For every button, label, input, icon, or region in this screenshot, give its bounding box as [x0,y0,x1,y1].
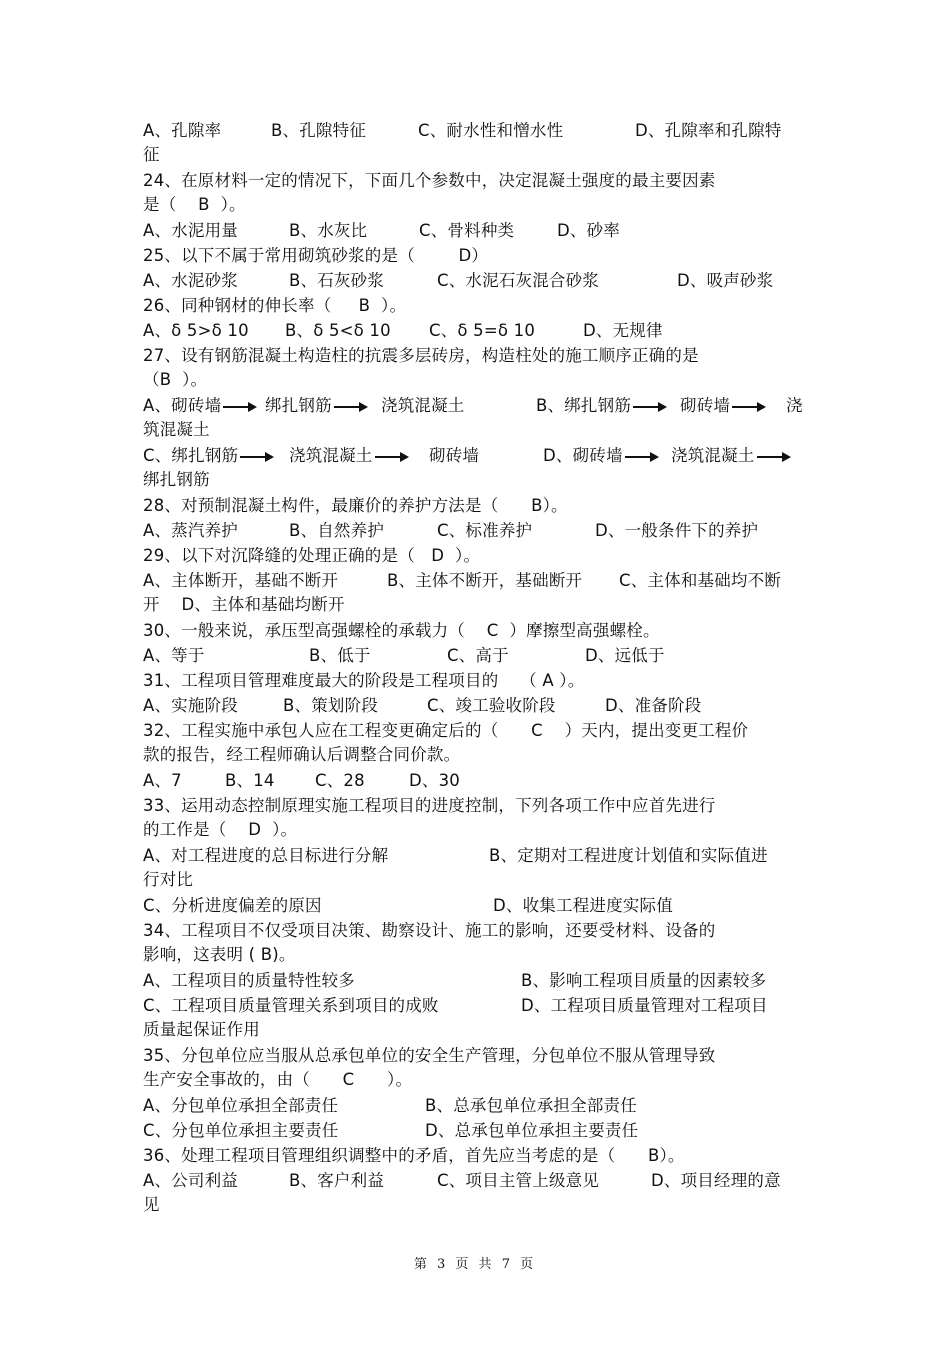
segment-text: A、等于 [143,646,205,665]
text-segment [447,646,509,666]
text-segment [583,321,663,341]
segment-text: 24、在原材料一定的情况下，下面几个参数中，决定混凝土强度的最主要因素 [143,171,716,190]
text-segment [143,296,406,316]
segment-text: C、绑扎钢筋 [143,446,239,465]
segment-text: D、孔隙率和孔隙特 [635,121,782,140]
segment-text: 29、以下对沉降缝的处理正确的是（ D ）。 [143,546,481,565]
text-segment [143,771,182,791]
text-segment [289,521,384,541]
text-segment [143,595,345,615]
text-segment [595,521,758,541]
right-arrow-icon [633,402,667,412]
text-segment [265,396,370,416]
text-segment [143,621,660,641]
text-segment [143,521,238,541]
segment-text: 27、设有钢筋混凝土构造柱的抗震多层砖房，构造柱处的施工顺序正确的是 [143,346,699,365]
right-arrow-icon [757,452,791,462]
segment-text: D、准备阶段 [605,696,702,715]
segment-text: 31、工程项目管理难度最大的阶段是工程项目的 （ A ）。 [143,671,585,690]
right-arrow-icon [732,402,766,412]
segment-text: 款的报告，经工程师确认后调整合同价款。 [143,745,461,764]
segment-text: 36、处理工程项目管理组织调整中的矛盾，首先应当考虑的是（ B）。 [143,1146,685,1165]
text-segment [143,546,480,566]
segment-text: 是（ B ）。 [143,195,246,214]
segment-text: A、对工程进度的总目标进行分解 [143,846,389,865]
text-segment [536,396,669,416]
segment-text: D、远低于 [585,646,665,665]
segment-text: 筑混凝土 [143,420,210,439]
segment-text: 砌砖墙 [680,396,731,415]
segment-text: B、孔隙特征 [271,121,367,140]
text-segment [143,896,322,916]
text-segment [143,671,584,691]
segment-text: 的工作是（ D ）。 [143,820,298,839]
segment-text: A、分包单位承担全部责任 [143,1096,339,1115]
segment-text: 28、对预制混凝土构件，最廉价的养护方法是（ B）。 [143,496,568,515]
text-segment [671,446,793,466]
text-segment [143,221,238,241]
segment-text: 质量起保证作用 [143,1020,260,1039]
segment-text: 生产安全事故的，由（ C ）。 [143,1070,413,1089]
segment-text: B、影响工程项目质量的因素较多 [521,971,767,990]
segment-text: 25、以下不属于常用砌筑砂浆的是（ D） [143,246,489,265]
segment-text: B、策划阶段 [283,696,379,715]
text-segment [419,221,514,241]
segment-text: C、标准养护 [437,521,533,540]
segment-text: B、绑扎钢筋 [536,396,632,415]
text-segment [143,571,338,591]
segment-text: C、主体和基础均不断 [619,571,782,590]
text-segment [521,996,768,1016]
segment-text: D、项目经理的意 [651,1171,781,1190]
text-segment [427,696,556,716]
text-segment [143,846,388,866]
segment-text: B、低于 [309,646,371,665]
segment-text: 30、一般来说，承压型高强螺栓的承载力（ C ）摩擦型高强螺栓。 [143,621,660,640]
text-segment [289,271,384,291]
segment-text: A、实施阶段 [143,696,238,715]
segment-text: 开 D、主体和基础均断开 [143,595,345,614]
text-segment [143,1070,412,1090]
text-segment [143,420,210,440]
segment-text: C、水泥石灰混合砂浆 [437,271,600,290]
segment-text: 35、分包单位应当服从总承包单位的安全生产管理，分包单位不服从管理导致 [143,1046,716,1065]
segment-text: A、孔隙率 [143,121,222,140]
segment-text: D、砂率 [557,221,621,240]
segment-text: 浇筑混凝土 [289,446,373,465]
segment-text: C、δ 5=δ 10 [429,321,536,340]
segment-text: B、总承包单位承担全部责任 [425,1096,637,1115]
segment-text: 34、工程项目不仅受项目决策、勘察设计、施工的影响，还要受材料、设备的 [143,921,716,940]
right-arrow-icon [375,452,409,462]
text-segment [289,446,411,466]
text-segment [143,646,205,666]
segment-text: C、分包单位承担主要责任 [143,1121,339,1140]
segment-text: C、竣工验收阶段 [427,696,556,715]
text-segment [493,896,673,916]
text-segment [143,246,488,266]
text-segment [143,195,246,215]
segment-text: C、工程项目质量管理关系到项目的成败 [143,996,439,1015]
text-segment [143,1121,338,1141]
segment-text: 26、同种钢材的伸长率（ B ）。 [143,296,407,315]
segment-text: D、一般条件下的养护 [595,521,759,540]
right-arrow-icon [240,452,274,462]
text-segment [437,271,599,291]
segment-text: D、吸声砂浆 [677,271,774,290]
text-segment [271,121,366,141]
segment-text: 征 [143,145,160,164]
text-segment [143,721,748,741]
segment-text: A、蒸汽养护 [143,521,238,540]
text-segment [409,771,460,791]
text-segment [309,646,371,666]
segment-text: （B ）。 [143,370,208,389]
text-segment [143,945,296,965]
segment-text: B、主体不断开，基础断开 [387,571,583,590]
segment-text: B、δ 5<δ 10 [285,321,391,340]
segment-text: 砌砖墙 [429,446,480,465]
text-segment [557,221,620,241]
text-segment [635,121,782,141]
text-segment [143,996,439,1016]
text-segment [283,696,378,716]
segment-text: B、石灰砂浆 [289,271,385,290]
text-segment [143,1020,260,1040]
text-segment [418,121,563,141]
segment-text: A、主体断开，基础不断开 [143,571,339,590]
segment-text: B、水灰比 [289,221,368,240]
text-segment [143,396,259,416]
segment-text: A、δ 5>δ 10 [143,321,249,340]
text-segment [651,1171,781,1191]
text-segment [225,771,275,791]
text-segment [289,221,367,241]
segment-text: D、收集工程进度实际值 [493,896,673,915]
text-segment [605,696,701,716]
segment-text: D、无规律 [583,321,663,340]
text-segment [437,1171,599,1191]
text-segment [543,446,661,466]
segment-text: C、分析进度偏差的原因 [143,896,322,915]
text-segment [143,1046,716,1066]
segment-text: B、客户利益 [289,1171,385,1190]
segment-text: B、定期对工程进度计划值和实际值进 [489,846,768,865]
text-segment [143,145,160,165]
segment-text: 浇筑混凝土 [671,446,755,465]
text-segment [381,396,465,416]
text-segment [425,1121,638,1141]
segment-text: 绑扎钢筋 [143,470,210,489]
text-segment [143,1146,685,1166]
page-footer: 第 3 页 共 7 页 [413,1257,537,1272]
text-segment [143,470,210,490]
text-segment [143,321,249,341]
segment-text: A、水泥用量 [143,221,238,240]
text-segment [289,1171,384,1191]
text-segment [143,446,276,466]
segment-text: D、工程项目质量管理对工程项目 [521,996,768,1015]
text-segment [429,446,479,466]
text-segment [143,820,297,840]
text-segment [680,396,768,416]
segment-text: 33、运用动态控制原理实施工程项目的进度控制，下列各项工作中应首先进行 [143,796,716,815]
text-segment [315,771,365,791]
segment-text: A、水泥砂浆 [143,271,238,290]
right-arrow-icon [223,402,257,412]
segment-text: D、总承包单位承担主要责任 [425,1121,639,1140]
right-arrow-icon [334,402,368,412]
text-segment [143,370,207,390]
segment-text: A、公司利益 [143,1171,238,1190]
text-segment [143,745,460,765]
segment-text: A、工程项目的质量特性较多 [143,971,355,990]
segment-text: 浇筑混凝土 [381,396,465,415]
text-segment [786,396,803,416]
segment-text: C、高于 [447,646,509,665]
segment-text: B、自然养护 [289,521,385,540]
text-segment [521,971,766,991]
text-segment [285,321,391,341]
text-segment [143,171,716,191]
text-segment [489,846,768,866]
segment-text: C、28 [315,771,365,790]
text-segment [437,521,532,541]
text-segment [143,346,699,366]
segment-text: A、砌砖墙 [143,396,222,415]
segment-text: 绑扎钢筋 [265,396,332,415]
segment-text: 32、工程实施中承包人应在工程变更确定后的（ C ）天内，提出变更工程价 [143,721,749,740]
text-segment [619,571,781,591]
text-segment [143,271,238,291]
text-segment [143,971,355,991]
segment-text: 影响，这表明 ( B)。 [143,945,296,964]
text-segment [143,796,716,816]
text-segment [143,870,193,890]
segment-text: C、项目主管上级意见 [437,1171,600,1190]
text-segment [429,321,535,341]
text-segment [143,496,568,516]
right-arrow-icon [625,452,659,462]
segment-text: C、耐水性和憎水性 [418,121,564,140]
text-segment [585,646,665,666]
text-segment [425,1096,637,1116]
text-segment [143,1096,338,1116]
segment-text: C、骨料种类 [419,221,515,240]
segment-text: D、砌砖墙 [543,446,623,465]
text-segment [143,921,716,941]
text-segment [143,1195,160,1215]
text-segment [387,571,582,591]
segment-text: 行对比 [143,870,194,889]
segment-text: 浇 [786,396,803,415]
segment-text: B、14 [225,771,275,790]
text-segment [143,121,221,141]
text-segment [143,1171,238,1191]
segment-text: D、30 [409,771,461,790]
text-segment [143,696,238,716]
segment-text: 见 [143,1195,160,1214]
text-segment [677,271,773,291]
segment-text: A、7 [143,771,182,790]
